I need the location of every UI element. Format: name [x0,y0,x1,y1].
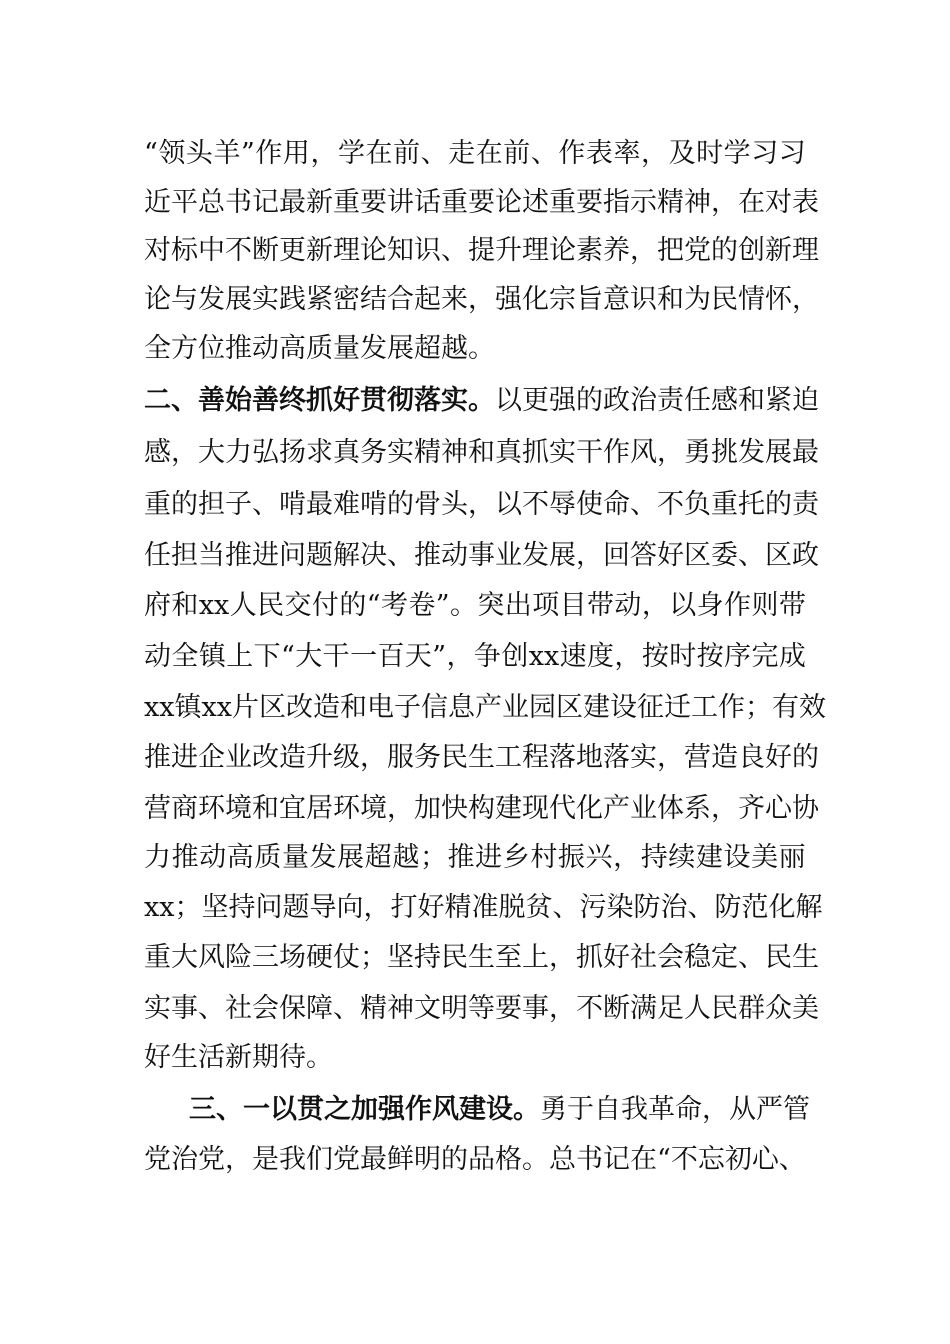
text-line [0,381,950,421]
line-text: 重 大 风 险 三 场 硬 仗 ； 坚 持 民 生 至 上 ， 抓 好 社 会 稳 定 、 民 生 [144,942,819,973]
line-text: 营 商 环 境 和 宜 居 环 境 ， 加 快 构 建 现 代 化 产 业 体 系 ， 齐 心 协 [144,793,819,824]
line-text: 好 生 活 新 期 待 。 [144,1042,333,1073]
text-line [0,838,950,878]
text-line [0,183,950,223]
line-text: 论 与 发 展 实 践 紧 密 结 合 起 来 ， 强 化 宗 旨 意 识 和 为 民 情 怀 ， [144,284,819,315]
text-line [0,280,950,320]
text-line [0,586,950,626]
text-line [0,1090,950,1130]
text-line [0,433,950,473]
line-text: 近 平 总 书 记 最 新 重 要 讲 话 重 要 论 述 重 要 指 示 精 神 ， 在 对 表 [144,187,819,218]
text-line [0,789,950,829]
line-text: 全 方 位 推 动 高 质 量 发 展 超 越 。 [144,333,495,364]
line-text: 感 ， 大 力 弘 扬 求 真 务 实 精 神 和 真 抓 实 干 作 风 ， 勇 挑 发 展 最 [144,437,819,468]
line-text: xx 镇 xx 片 区 改 造 和 电 子 信 息 产 业 园 区 建 设 征 迁 工 作 ； 有 效 [144,692,826,723]
text-line [0,888,950,928]
text-line [0,1140,950,1180]
text-line [0,688,950,728]
line-text: 二 、 善 始 善 终 抓 好 贯 彻 落 实 。 以 更 强 的 政 治 责 任 感 和 紧 迫 [144,385,819,416]
text-line [0,231,950,271]
text-line [0,1038,950,1078]
line-text: 实 事 、 社 会 保 障 、 精 神 文 明 等 要 事 ， 不 断 满 足 人 民 群 众 美 [144,993,819,1024]
text-line [0,938,950,978]
text-line [0,738,950,778]
text-line [0,637,950,677]
line-text: 对 标 中 不 断 更 新 理 论 知 识 、 提 升 理 论 素 养 ， 把 党 的 创 新 理 [144,235,819,266]
line-text: 动 全 镇 上 下 “ 大 干 一 百 天 ” ， 争 创 xx 速 度 ， 按 时 按 序 完 成 [144,641,806,672]
line-text: 重 的 担 子 、 啃 最 难 啃 的 骨 头 ， 以 不 辱 使 命 、 不 负 重 托 的 责 [144,489,819,520]
line-text: 党 治 党 ， 是 我 们 党 最 鲜 明 的 品 格 。 总 书 记 在 “ 不 忘 初 心 、 [144,1144,806,1175]
line-text: xx ； 坚 持 问 题 导 向 ， 打 好 精 准 脱 贫 、 污 染 防 治 、 防 范 化 解 [144,892,823,923]
text-line [0,536,950,576]
line-text: “ 领 头 羊 ” 作 用 ， 学 在 前 、 走 在 前 、 作 表 率 ， 及 时 学 习 习 [144,138,806,169]
line-text: 任 担 当 推 进 问 题 解 决 、 推 动 事 业 发 展 ， 回 答 好 区 委 、 区 政 [144,540,819,571]
text-line [0,485,950,525]
text-line [0,989,950,1029]
line-text: 府 和 xx 人 民 交 付 的 “ 考 卷 ” 。 突 出 项 目 带 动 ， 以 身 作 则 带 [144,590,806,621]
text-line [0,329,950,369]
line-text: 力 推 动 高 质 量 发 展 超 越 ； 推 进 乡 村 振 兴 ， 持 续 建 设 美 丽 [144,842,806,873]
line-text: 推 进 企 业 改 造 升 级 ， 服 务 民 生 工 程 落 地 落 实 ， 营 造 良 好 的 [144,742,819,773]
text-line [0,134,950,174]
line-text: 三 、 一 以 贯 之 加 强 作 风 建 设 。 勇 于 自 我 革 命 ， 从 严 管 [189,1094,810,1125]
